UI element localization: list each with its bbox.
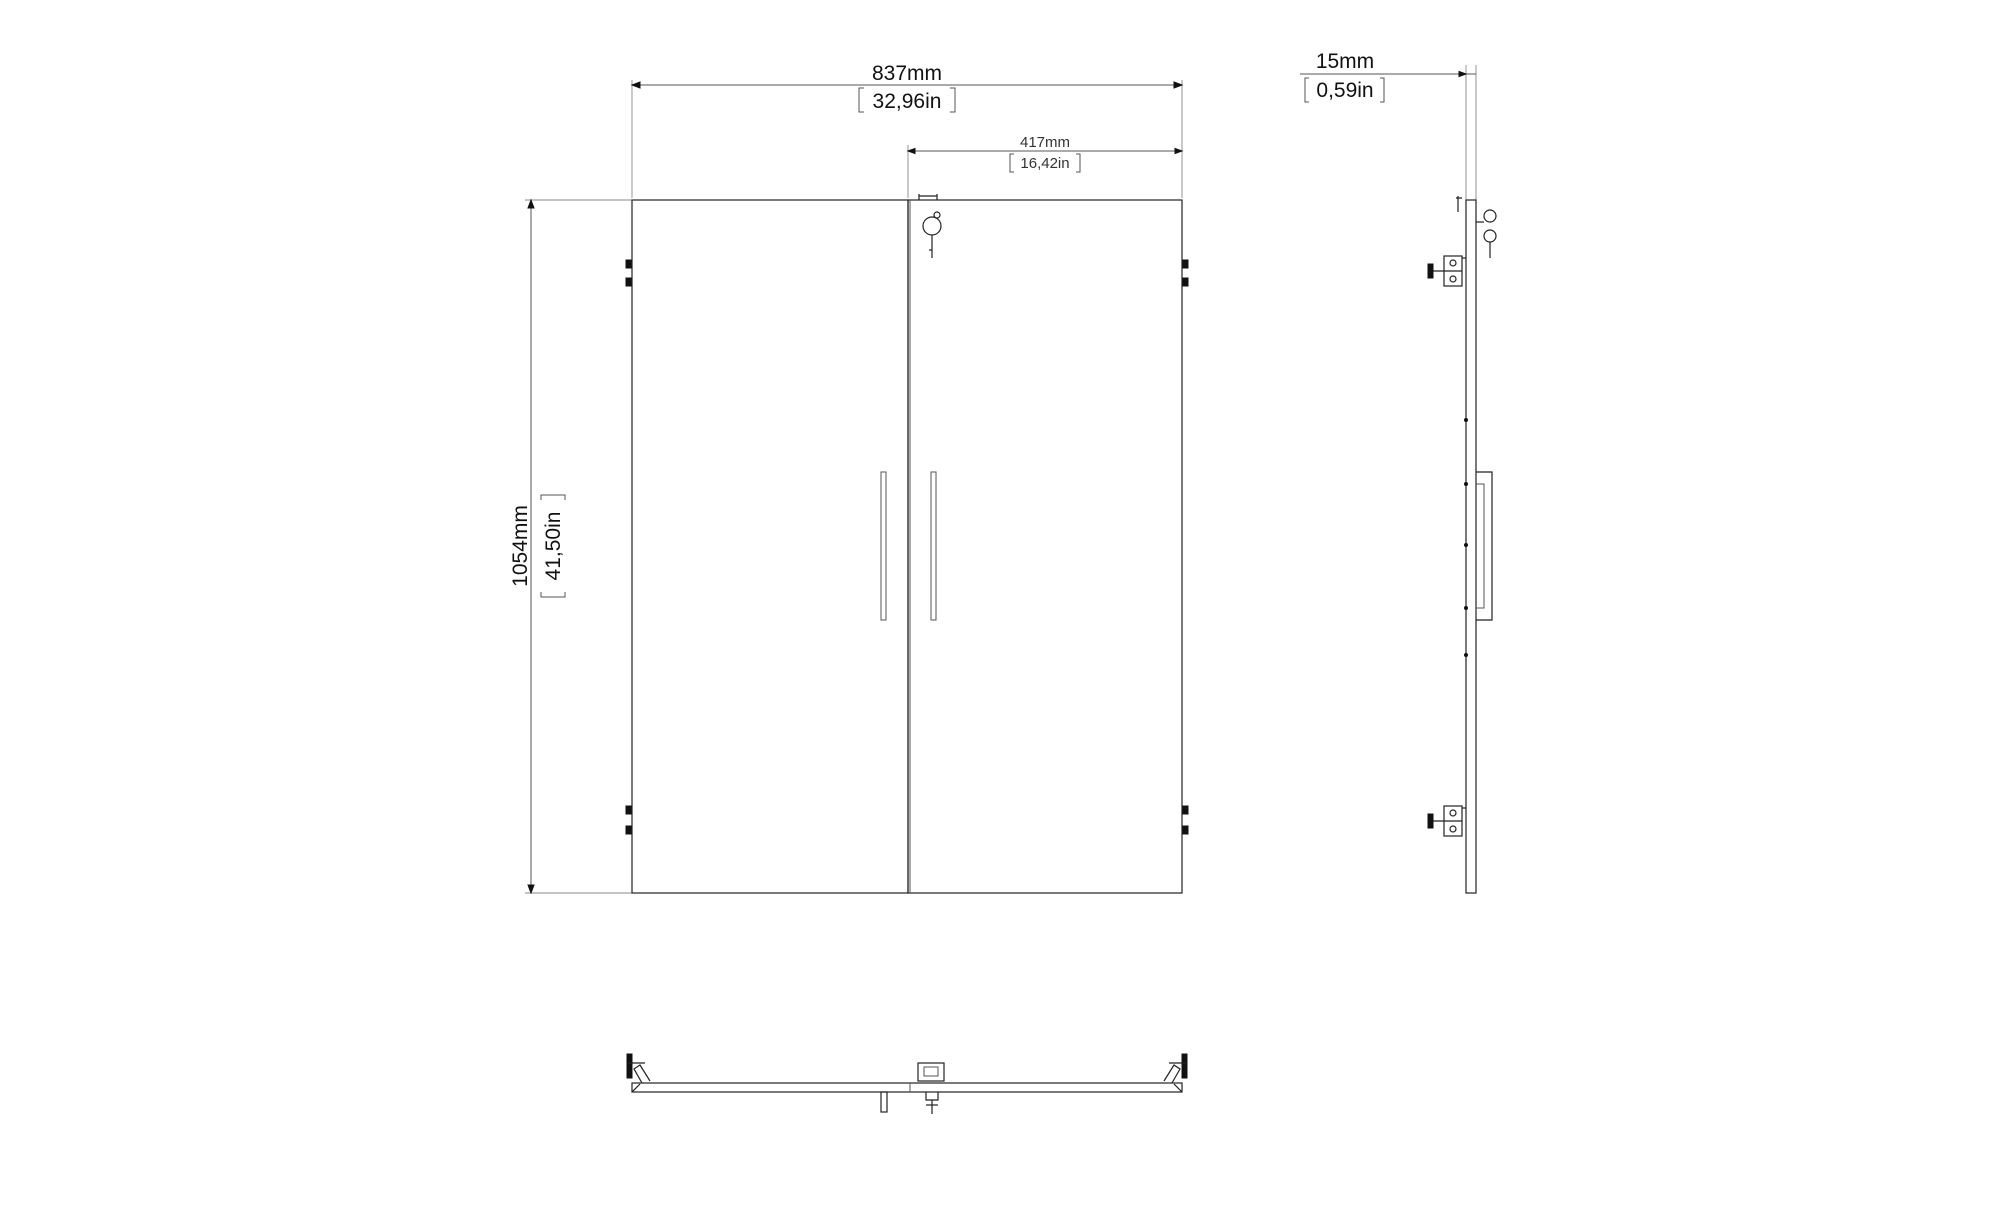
right-handle <box>931 472 936 620</box>
thickness-inch: 0,59in <box>1316 79 1374 102</box>
top-view-panel <box>632 1083 1182 1092</box>
top-hinge-left <box>627 1054 650 1092</box>
side-view <box>1300 50 1496 893</box>
top-hinge-right <box>1164 1054 1187 1092</box>
height-dimension <box>509 200 632 893</box>
total-width-dimension <box>632 62 1182 198</box>
door-width-dimension <box>908 134 1182 198</box>
front-view <box>509 62 1188 893</box>
door-width-mm: 417mm <box>1019 134 1071 151</box>
thickness-dimension <box>1300 50 1476 200</box>
hinge-icons <box>626 260 1188 834</box>
left-handle <box>881 472 886 620</box>
side-hinge-top <box>1428 256 1466 286</box>
side-handle <box>1476 472 1492 620</box>
door-panel-side <box>1466 200 1476 893</box>
height-inch: 41,50in <box>542 511 565 581</box>
lock-icon <box>919 194 941 258</box>
height-mm: 1054mm <box>509 505 532 587</box>
door-width-inch: 16,42in <box>1020 155 1070 172</box>
left-door <box>632 200 908 893</box>
top-lock <box>918 1063 944 1081</box>
right-door <box>908 200 1182 893</box>
total-width-mm: 837mm <box>871 62 943 85</box>
top-lock-key <box>926 1092 938 1114</box>
total-width-inch: 32,96in <box>872 90 942 113</box>
top-handle-left <box>881 1092 887 1112</box>
side-hinge-bottom <box>1428 806 1466 836</box>
thickness-mm: 15mm <box>1315 50 1375 73</box>
top-view <box>627 1054 1187 1114</box>
